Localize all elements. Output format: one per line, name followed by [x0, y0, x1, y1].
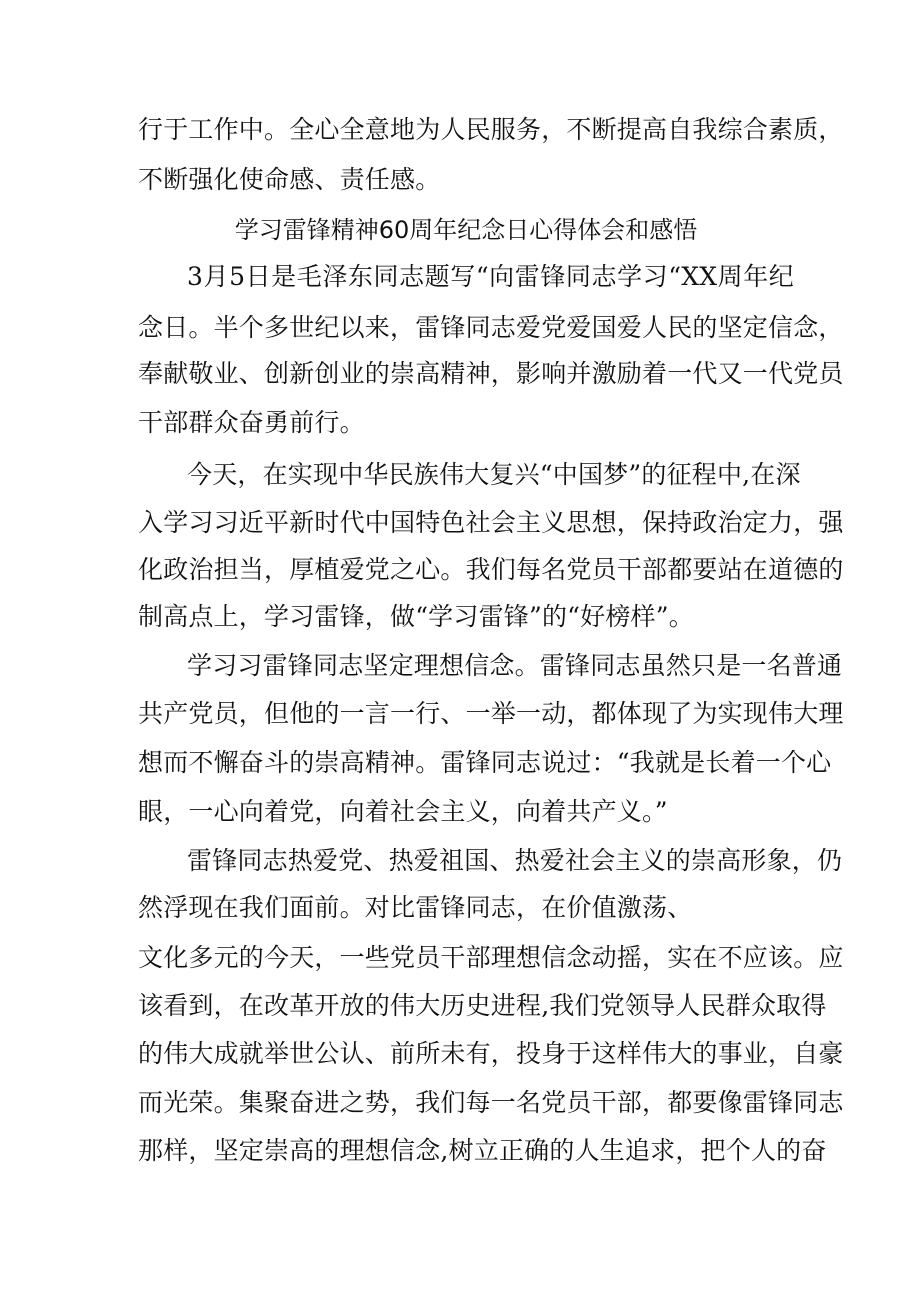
section-title: 学习雷锋精神60周年纪念日心得体会和感悟: [234, 216, 698, 244]
text-line: 文化多元的今天，一些党员干部理想信念动摇，实在不应该。应: [138, 943, 844, 972]
text-line: 想而不懈奋斗的崇高精神。雷锋同志说过：“我就是长着一个心: [138, 748, 832, 777]
text-line: 行于工作中。全心全意地为人民服务，不断提高自我综合素质，: [138, 115, 844, 144]
text-line: 干部群众奋勇前行。: [138, 408, 365, 437]
text-line: 念日。半个多世纪以来，雷锋同志爱党爱国爱人民的坚定信念，: [138, 313, 844, 342]
text-line: 的伟大成就举世公认、前所未有，投身于这样伟大的事业，自豪: [138, 1039, 844, 1068]
text-line: 不断强化使命感、责任感。: [138, 165, 441, 194]
text-line: 学习习雷锋同志坚定理想信念。雷锋同志虽然只是一名普通: [187, 651, 843, 680]
text-line: 化政治担当，厚植爱党之心。我们每名党员干部都要站在道德的: [138, 555, 844, 584]
text-line: 那样，坚定崇高的理想信念,树立正确的人生追求，把个人的奋: [138, 1136, 827, 1165]
text-line: 共产党员，但他的一言一行、一举一动，都体现了为实现伟大理: [138, 699, 844, 728]
text-line: 奉献敬业、创新创业的崇高精神，影响并激励着一代又一代党员: [138, 359, 844, 388]
text-line: 而光荣。集聚奋进之势，我们每一名党员干部，都要像雷锋同志: [138, 1088, 844, 1117]
text-line: 雷锋同志热爱党、热爱祖国、热爱社会主义的崇高形象，仍: [187, 846, 843, 875]
text-line: 该看到，在改革开放的伟大历史进程,我们党领导人民群众取得: [138, 991, 827, 1020]
text-line: 入学习习近平新时代中国特色社会主义思想，保持政治定力，强: [138, 508, 844, 537]
text-line: 眼，一心向着党，向着社会主义，向着共产义。”: [138, 797, 668, 826]
text-line: 3月5日是毛泽东同志题写“向雷锋同志学习“XX周年纪: [187, 262, 794, 291]
text-line: 然浮现在我们面前。对比雷锋同志，在价值激荡、: [138, 893, 693, 922]
text-line: 制高点上，学习雷锋，做“学习雷锋”的“好榜样”。: [138, 602, 694, 631]
text-line: 今天，在实现中华民族伟大复兴“中国梦”的征程中,在深: [187, 460, 801, 489]
